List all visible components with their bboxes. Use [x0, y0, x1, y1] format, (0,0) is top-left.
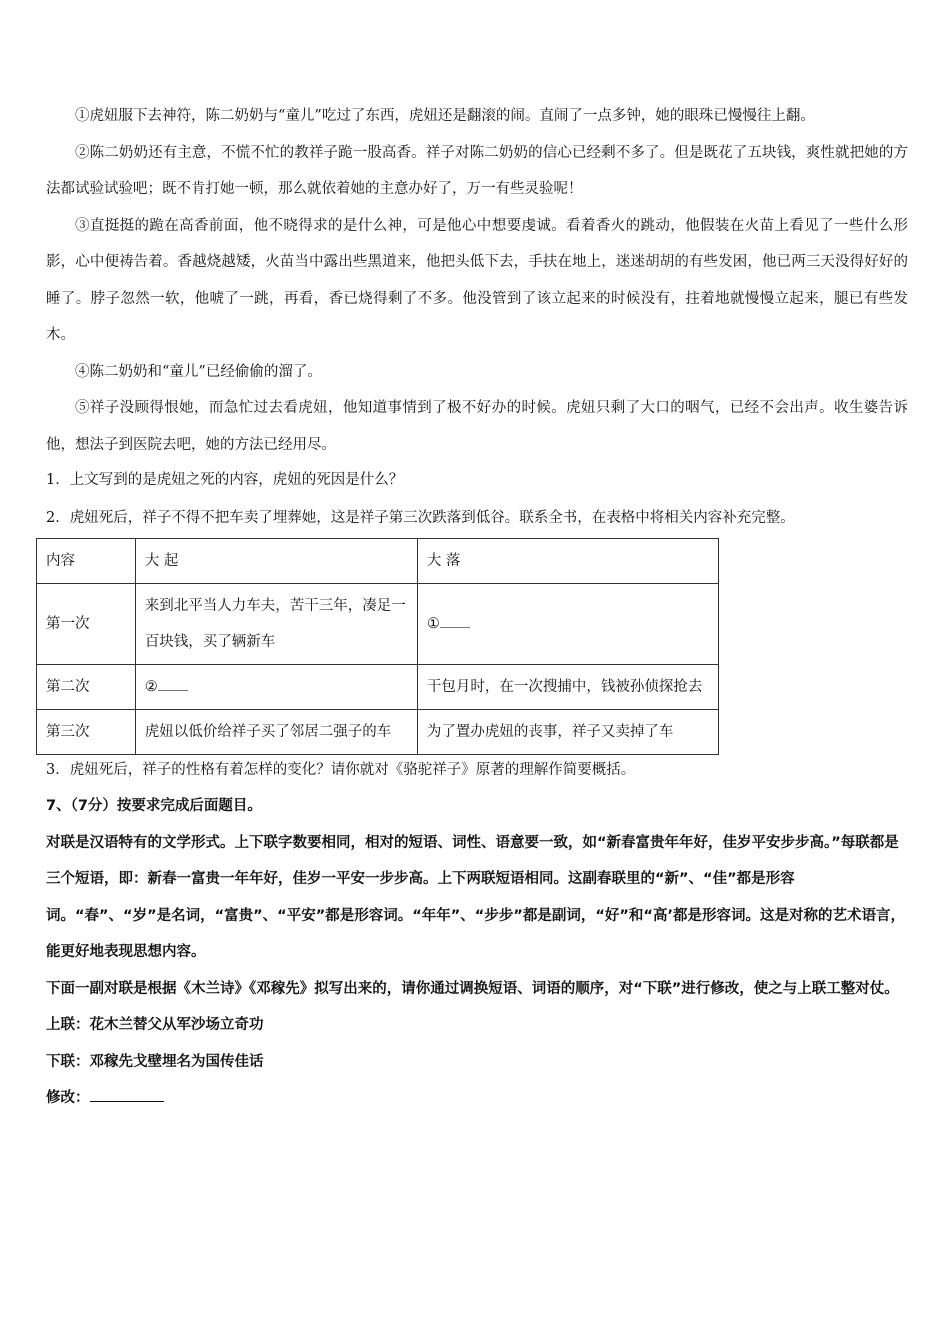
question-7-task: 下面一副对联是根据《木兰诗》《邓稼先》拟写出来的，请你通过调换短语、词语的顺序，对“下联”进行修改，使之与上联工整对仗。 [46, 980, 899, 997]
header-content: 内容 [37, 539, 136, 584]
question-7-intro: 对联是汉语特有的文学形式。上下联字数要相同，相对的短语、词性、语意要一致，如“新春富贵年年好，佳岁平安步步高。”每联都是三个短语，即：新春一富贵一年年好，佳岁一平安一步步高。上下两联短语相同。这副春联里的“新”、“佳”都是形容词。“春”、“岁”是名词，“富贵”、“平安”都是形容词。“年年”、“步步”都是副词，“好”和“高’都是形容词。这是对称的艺术语言，能更好地表现思想内容。 [46, 834, 905, 960]
passage-paragraph-5: ⑤祥子没顾得恨她，而急忙过去看虎妞，他知道事情到了极不好办的时候。虎妞只剩了大口的咽气，已经不会出声。收生婆告诉他，想法子到医院去吧，她的方法已经用尽。 [46, 400, 908, 453]
row-rise-cell[interactable] [135, 665, 417, 710]
revise-answer-blank[interactable] [90, 1087, 164, 1103]
passage-paragraph-4: ④陈二奶奶和“童儿”已经偷偷的溜了。 [75, 363, 322, 380]
document-page [46, 98, 908, 1117]
table-row [37, 665, 719, 710]
couplet-upper: 上联：花木兰替父从军沙场立奇功 [46, 1017, 264, 1033]
question-1: 1．上文写到的是虎妞之死的内容，虎妞的死因是什么？ [46, 472, 404, 488]
row-fall: 干包月时，在一次搜捕中，钱被孙侦探抢去 [417, 665, 718, 710]
passage-paragraph-1: ①虎妞服下去神符，陈二奶奶与“童儿”吃过了东西，虎妞还是翻滚的闹。直闹了一点多钟，她的眼珠已慢慢往上翻。 [75, 108, 815, 124]
table-row [37, 710, 719, 755]
couplet-lower: 下联：邓稼先戈壁埋名为国传佳话 [46, 1053, 264, 1070]
answer-blank[interactable] [158, 678, 188, 691]
question-2: 2．虎妞死后，祥子不得不把车卖了埋葬她，这是祥子第三次跌落到低谷。联系全书，在表格中将相关内容补充完整。 [46, 510, 795, 526]
passage-paragraph-3: ③直挺挺的跪在高香前面，他不晓得求的是什么神，可是他心中想要虔诚。看着香火的跳动，他假装在火苗上看见了一些什么形影，心中便祷告着。香越烧越矮，火苗当中露出些黑道来，他把头低下去，手扶在地上，迷迷胡胡的有些发困，他已两三天没得好好的睡了。脖子忽然一软，他唬了一跳，再看，香已烧得剩了不多。他没管到了该立起来的时候没有，拄着地就慢慢立起来，腿已有些发木。 [46, 217, 908, 343]
row-rise: 来到北平当人力车夫，苦干三年，凑足一百块钱，买了辆新车 [135, 584, 417, 665]
row-fall: 为了置办虎妞的丧事，祥子又卖掉了车 [417, 710, 718, 755]
header-rise: 大 起 [135, 539, 417, 584]
table-row [37, 584, 719, 665]
header-fall: 大 落 [417, 539, 718, 584]
question-7-title: 7、（7分）按要求完成后面题目。 [46, 798, 262, 814]
passage-paragraph-2: ②陈二奶奶还有主意，不慌不忙的教祥子跪一股高香。祥子对陈二奶奶的信心已经剩不多了。但是既花了五块钱，爽性就把她的方法都试验试验吧；既不肯打她一顿，那么就依着她的主意办好了，万一有些灵验呢！ [46, 144, 908, 197]
row-label: 第二次 [37, 665, 136, 710]
answer-table [36, 538, 719, 755]
revise-label: 修改： [46, 1090, 90, 1106]
row-fall: ① [426, 616, 440, 632]
row-rise: 虎妞以低价给祥子买了邻居二强子的车 [135, 710, 417, 755]
row-rise: ② [144, 679, 158, 695]
row-fall-cell[interactable] [417, 584, 718, 665]
question-3: 3．虎妞死后，祥子的性格有着怎样的变化？请你就对《骆驼祥子》原著的理解作简要概括。 [46, 762, 636, 778]
answer-blank[interactable] [440, 615, 470, 628]
revise-line [46, 1080, 908, 1117]
row-label: 第三次 [37, 710, 136, 755]
table-header-row [37, 539, 719, 584]
row-label: 第一次 [37, 584, 136, 665]
